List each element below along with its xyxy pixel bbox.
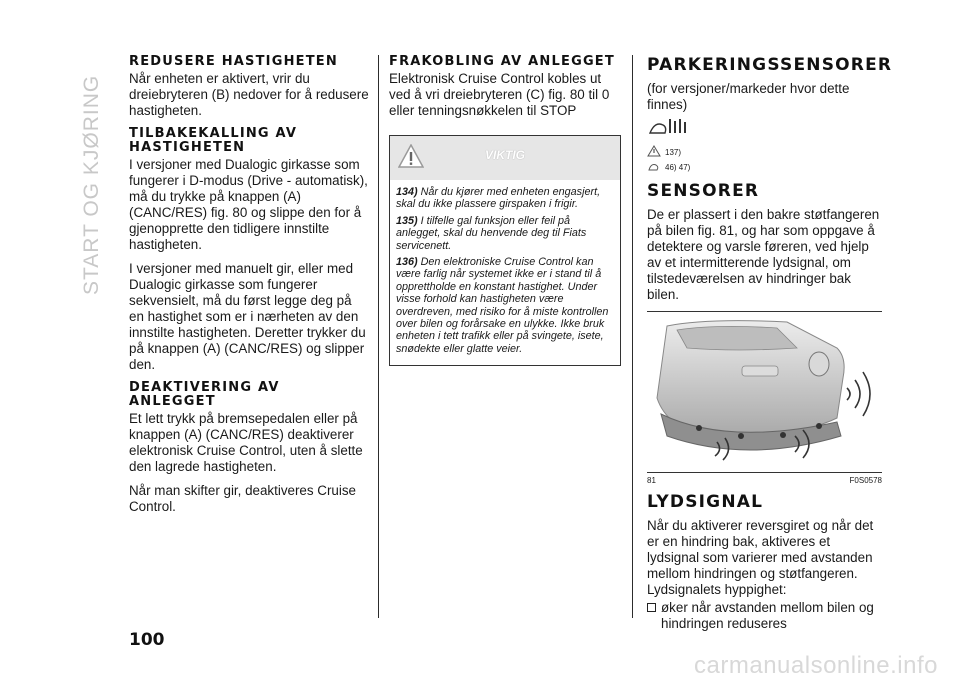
column-divider-2 <box>632 55 633 618</box>
column-3 <box>647 55 893 640</box>
note-text: Når du kjører med enheten engasjert, skal du ikke plassere girspaken i frigir. <box>396 186 601 211</box>
section-side-title <box>80 55 110 295</box>
bullet-text: øker når avstanden mellom bilen og hindringen reduseres <box>661 600 874 631</box>
paragraph-redusere: Når enheten er aktivert, vrir du dreiebryteren (B) nedover for å redusere hastigheten. <box>129 71 369 118</box>
column-divider-1 <box>378 55 379 618</box>
icon-reference-1: 137) <box>665 148 682 157</box>
paragraph-tilbakekalling-2: I versjoner med manuelt gir, eller med Dualogic girkasse som fungerer sekvensielt, må du først legge deg på en hastighet som er i nærheten av den innstilte hastigheten. Deretter trykker du på knappen (A) (CANC/RES) og slipper den. <box>129 261 366 372</box>
heading-parkeringssensorer: PARKERINGSSENSORER <box>647 55 893 75</box>
warning-box <box>389 135 621 366</box>
heading-tilbakekalling: TILBAKEKALLING AV HASTIGHETEN <box>129 126 298 155</box>
figure-81 <box>647 311 882 473</box>
bullet-square-icon <box>647 603 656 612</box>
figure-number: 81 <box>647 476 656 485</box>
warning-note-136 <box>396 256 614 355</box>
warning-note-134 <box>396 186 614 211</box>
paragraph-versjoner: (for versjoner/markeder hvor dette finnes) <box>647 81 850 112</box>
note-number: 136) <box>396 256 418 269</box>
heading-redusere-hastigheten: REDUSERE HASTIGHETEN <box>129 54 338 69</box>
column-2 <box>389 55 621 366</box>
figure-caption <box>647 476 882 488</box>
car-rear-sensors-illustration <box>647 318 882 468</box>
note-number: 134) <box>396 186 418 198</box>
icon-reference-2: 46) 47) <box>665 163 691 172</box>
page-number: 100 <box>129 630 165 650</box>
paragraph-frakobling: Elektronisk Cruise Control kobles ut ved å vri dreiebryteren (C) fig. 80 til 0 eller tenningsnøkkelen til STOP <box>389 71 610 118</box>
figure-code: F0S0578 <box>849 476 882 485</box>
warning-small-icon <box>647 145 661 157</box>
note-text: Den elektroniske Cruise Control kan være farlig når systemet ikke er i stand til å opprettholde en konstant hastighet. Under visse forhold kan hastigheten være overdreven, med risiko for å miste kontrollen over bilen og forårsake en ulykke. Ikke bruk enheten i tett trafikk eller på svingete, isete, snødekte eller glatte veier. <box>396 256 609 355</box>
note-text: I tilfelle gal funksjon eller feil på anlegget, skal du henvende deg til Fiats servicenett. <box>396 214 587 252</box>
eco-hand-icon <box>647 115 693 137</box>
paragraph-deaktivering-1: Et lett trykk på bremsepedalen eller på knappen (A) (CANC/RES) deaktiverer elektronisk Cruise Control, uten å slette den lagrede hastigheten. <box>129 411 363 474</box>
warning-label: VIKTIG <box>484 148 525 162</box>
paragraph-lydsignal: Når du aktiverer reversgiret og når det er en hindring bak, aktiveres et lydsignal som varierer med avstanden mellom hindringen og støtfangeren. Lydsignalets hyppighet: <box>647 518 874 597</box>
paragraph-sensorer: De er plassert i den bakre støtfangeren på bilen fig. 81, og har som oppgave å detektere og varsle føreren, ved hjelp av et intermitterende lydsignal, om tilstedeværelsen av hindringer bak bilen. <box>647 207 880 302</box>
warning-note-135 <box>396 215 614 252</box>
reference-icons <box>647 115 882 175</box>
paragraph-tilbakekalling-1: I versjoner med Dualogic girkasse som fungerer i D-modus (Drive - automatisk), må du trykke på knappen (A) (CANC/RES) fig. 80 og slippe den for å gjenopprette den tidligere innstilte hastigheten. <box>129 157 368 252</box>
hand-small-icon <box>647 160 661 172</box>
heading-deaktivering: DEAKTIVERING AV ANLEGGET <box>129 380 280 409</box>
note-number: 135) <box>396 214 418 227</box>
bullet-item <box>647 600 882 632</box>
heading-frakobling: FRAKOBLING AV ANLEGGET <box>389 54 615 69</box>
section-side-title-text: START OG KJØRING <box>80 74 103 295</box>
watermark: carmanualsonline.info <box>694 652 938 679</box>
paragraph-deaktivering-2: Når man skifter gir, deaktiveres Cruise Control. <box>129 483 356 514</box>
heading-sensorer: SENSORER <box>647 181 760 201</box>
warning-header <box>390 136 620 180</box>
column-1 <box>129 55 369 523</box>
heading-lydsignal: LYDSIGNAL <box>647 492 764 512</box>
